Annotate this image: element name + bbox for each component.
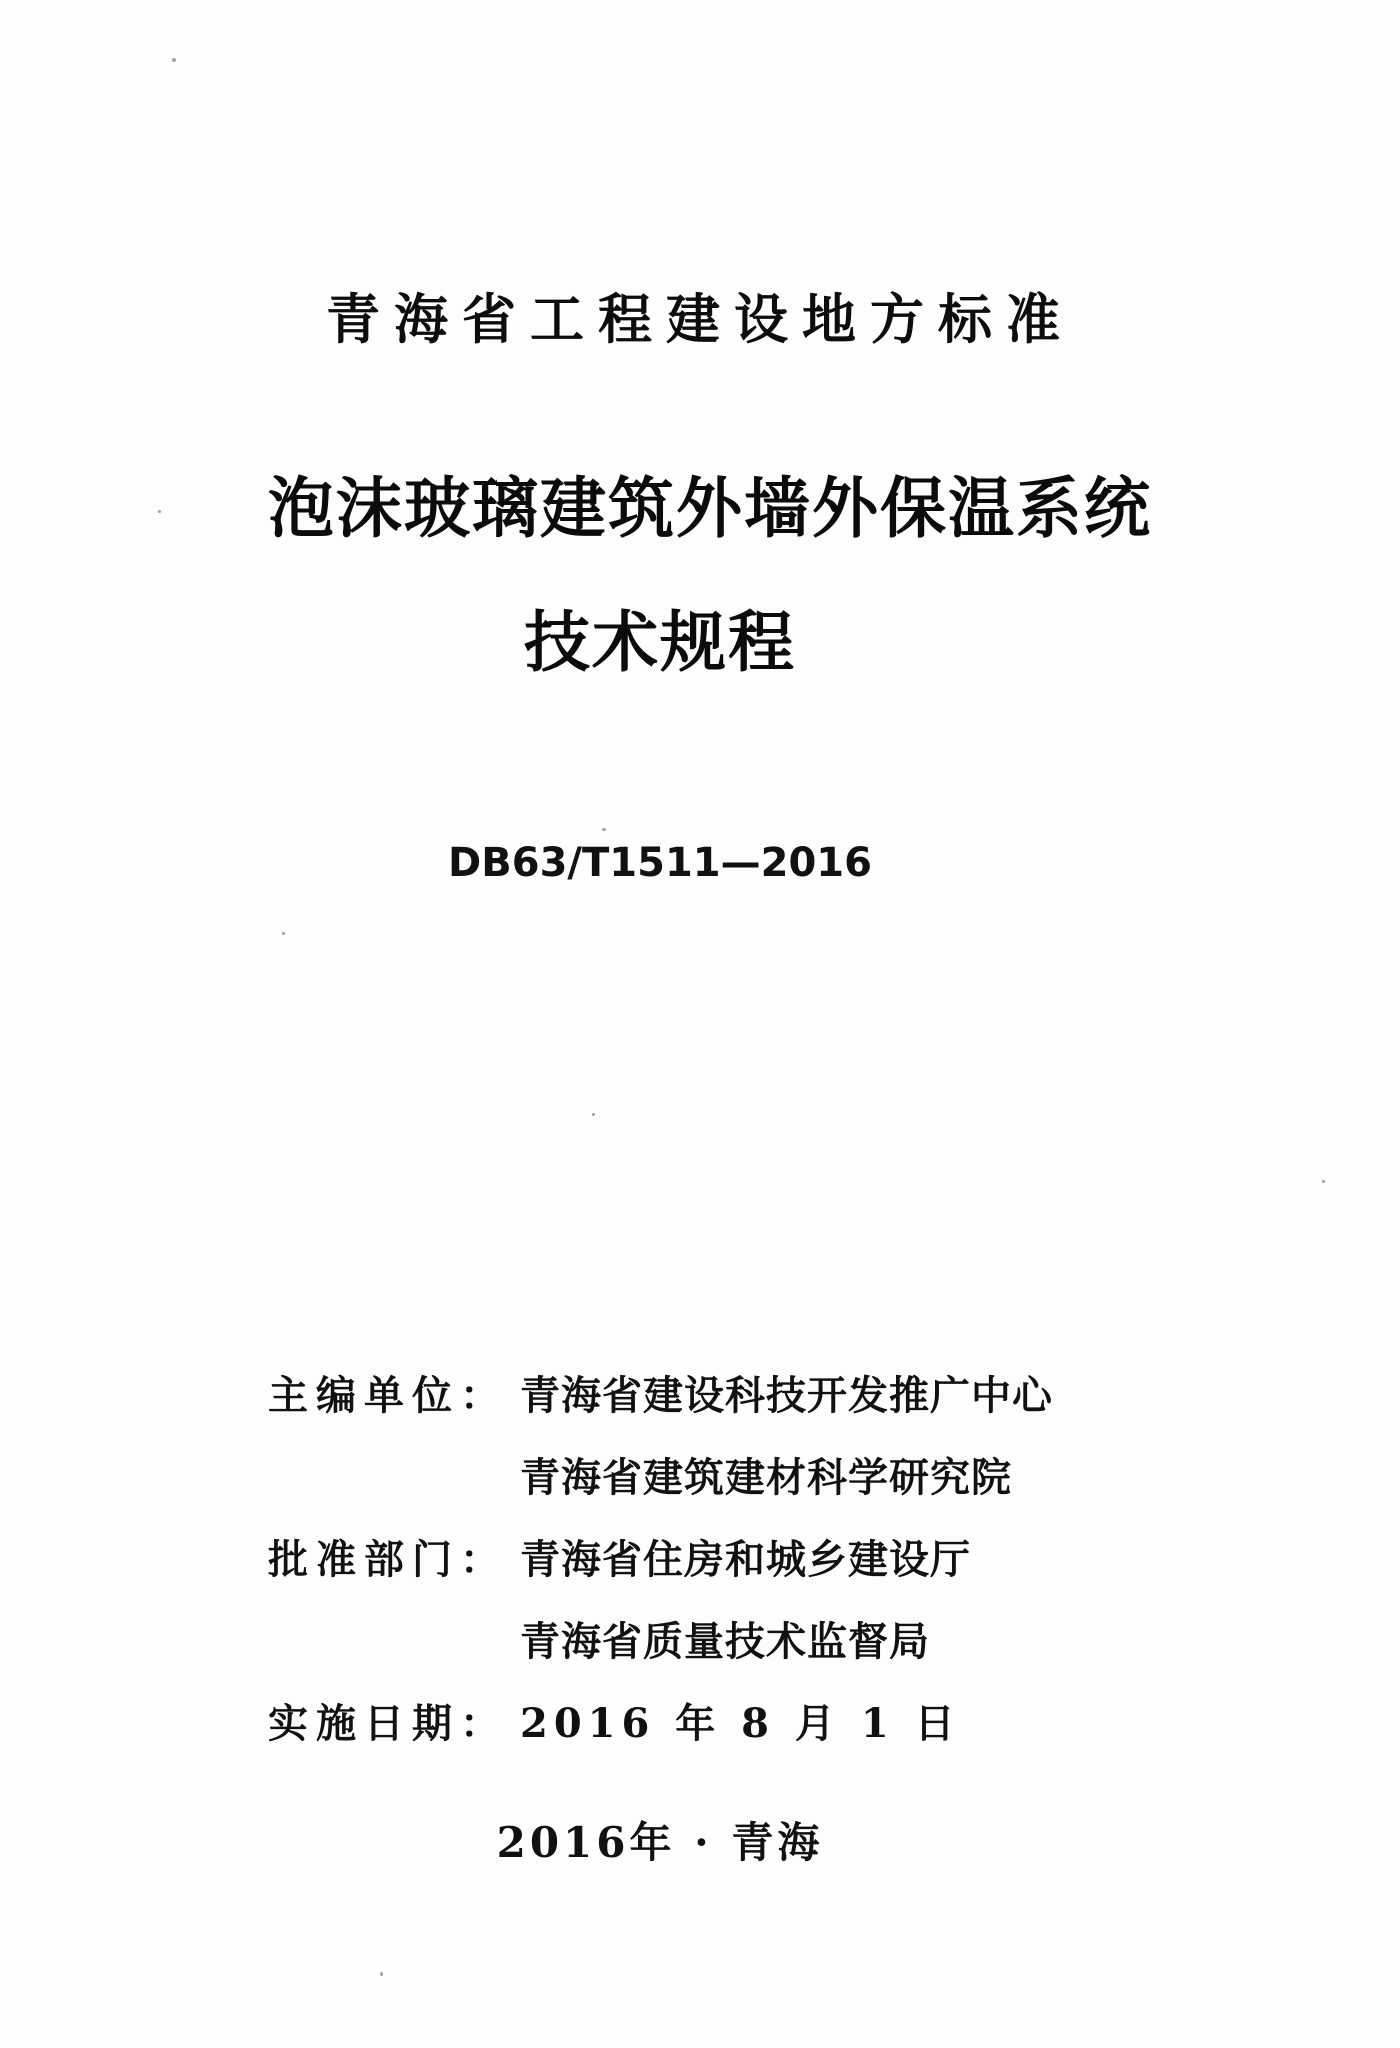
editor-value: 青海省建筑建材科学研究院 [520, 1455, 1012, 1501]
editor-row [268, 1355, 1168, 1437]
approver-row [268, 1519, 1168, 1601]
editor-label: 主编单位： [268, 1373, 508, 1419]
scan-speck [282, 932, 285, 935]
document-title-line2: 技术规程 [524, 604, 796, 681]
scan-speck [1322, 1180, 1325, 1183]
scan-speck [592, 1113, 595, 1116]
approver-value: 青海省质量技术监督局 [520, 1619, 930, 1665]
effective-date-value: 2016 年 8 月 1 日 [520, 1700, 961, 1747]
approver-label: 批准部门： [268, 1537, 508, 1583]
editor-row-2 [268, 1437, 1168, 1519]
publication-info [268, 1355, 1168, 1765]
effective-date-label: 实施日期： [268, 1701, 508, 1747]
standard-category-heading: 青海省工程建设地方标准 [326, 288, 1074, 351]
approver-row-2 [268, 1601, 1168, 1683]
scan-speck [602, 828, 606, 831]
publication-year-place: 2016年 · 青海 [496, 1818, 824, 1867]
editor-value: 青海省建设科技开发推广中心 [520, 1373, 1053, 1419]
scan-speck [380, 1972, 383, 1976]
standard-code: DB63/T1511—2016 [448, 840, 872, 886]
scan-speck [172, 58, 176, 62]
approver-value: 青海省住房和城乡建设厅 [520, 1537, 971, 1583]
effective-date-row [268, 1683, 1168, 1765]
document-title-line1: 泡沫玻璃建筑外墙外保温系统 [268, 470, 1152, 547]
